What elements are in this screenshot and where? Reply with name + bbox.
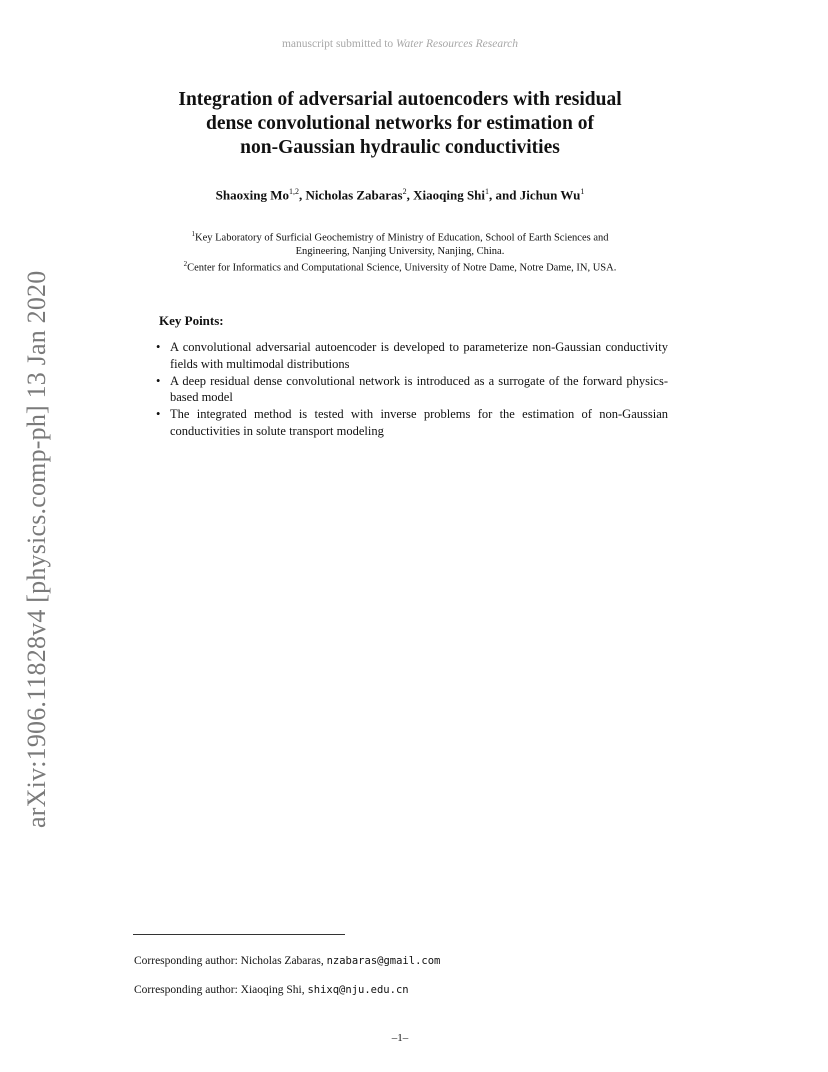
key-points-heading: Key Points: <box>159 313 224 328</box>
corresponding-author-note <box>134 984 409 996</box>
author-email: nzabaras@gmail.com <box>326 955 441 967</box>
bullet-icon: • <box>156 340 161 354</box>
author-affiliation-mark: 2 <box>402 187 407 196</box>
author-name: Jichun Wu <box>519 187 581 203</box>
author-affiliation-mark: 1 <box>580 187 585 196</box>
key-point-text: The integrated method is tested with inverse problems for the estimation of non-Gaussian conductivities in solute transport modeling <box>170 407 668 438</box>
affiliation-text: Engineering, Nanjing University, Nanjing, China. <box>295 245 505 257</box>
affiliation-mark: 2 <box>183 259 188 268</box>
author-list <box>130 187 670 203</box>
key-point-item <box>155 373 668 406</box>
affiliation-2 <box>136 258 664 275</box>
author-separator: , <box>406 187 414 203</box>
key-points-list <box>155 339 668 440</box>
affiliation-text: Center for Informatics and Computational Science, University of Notre Dame, Notre Dame, IN, USA. <box>187 262 617 273</box>
bullet-icon: • <box>156 407 161 421</box>
corresponding-author-note <box>134 955 440 967</box>
author-affiliation-mark: 1 <box>485 187 490 196</box>
key-point-text: A deep residual dense convolutional network is introduced as a surrogate of the forward physics-based model <box>170 373 668 404</box>
title-line: Integration of adversarial autoencoders with residual <box>178 89 622 110</box>
bullet-icon: • <box>156 373 161 388</box>
key-point-item <box>155 406 668 439</box>
affiliation-1 <box>136 228 664 258</box>
title-line: dense convolutional networks for estimation of <box>205 113 594 134</box>
page-number: –1– <box>391 1032 409 1044</box>
footnote-divider <box>133 934 345 935</box>
paper-title <box>130 88 670 160</box>
author-name: Shaoxing Mo <box>215 187 289 203</box>
author-email: shixq@nju.edu.cn <box>307 984 409 996</box>
header-journal: Water Resources Research <box>396 38 519 50</box>
key-point-item <box>155 339 668 372</box>
author-separator: , and <box>489 187 520 203</box>
running-header <box>0 38 800 50</box>
key-point-text: A convolutional adversarial autoencoder is developed to parameterize non-Gaussian conductivity fields with multimodal distributions <box>170 340 668 371</box>
affiliation-block <box>136 228 664 274</box>
author-separator: , <box>298 187 306 203</box>
title-line: non-Gaussian hydraulic conductivities <box>240 137 560 158</box>
footnote-label: Corresponding author: Nicholas Zabaras, <box>134 955 324 967</box>
footnote-label: Corresponding author: Xiaoqing Shi, <box>134 984 305 996</box>
author-name: Nicholas Zabaras <box>305 187 403 203</box>
author-name: Xiaoqing Shi <box>413 187 486 203</box>
affiliation-mark: 1 <box>191 230 196 238</box>
affiliation-text: Key Laboratory of Surficial Geochemistry of Ministry of Education, School of Earth Sciences and <box>195 232 609 244</box>
arxiv-identifier: arXiv:1906.11828v4 [physics.comp-ph] 13 Jan 2020 <box>22 270 51 828</box>
header-prefix: manuscript submitted to <box>281 38 394 50</box>
author-affiliation-mark: 1,2 <box>288 187 299 196</box>
